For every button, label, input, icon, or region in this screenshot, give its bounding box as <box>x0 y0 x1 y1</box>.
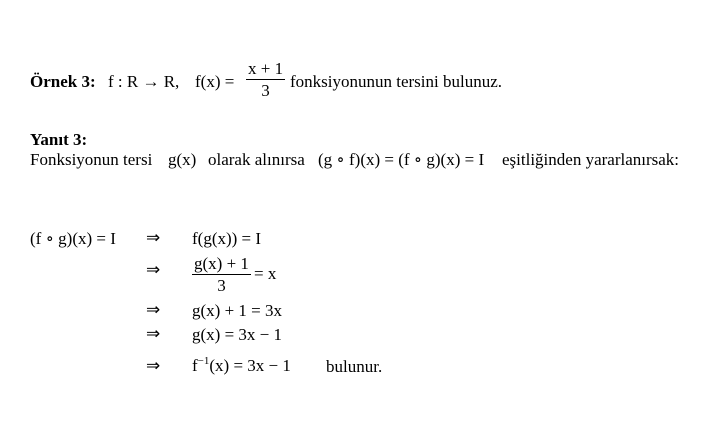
function-numerator: x + 1 <box>248 59 284 78</box>
function-denominator: 3 <box>261 81 270 100</box>
implies-arrow-4: ⇒ <box>146 324 161 344</box>
answer-intro-text1: Fonksiyonun tersi <box>30 150 153 169</box>
step2-fraction <box>192 255 251 294</box>
function-lhs: f(x) = <box>195 72 235 91</box>
answer-label: Yanıt 3: <box>30 130 88 149</box>
implies-arrow-5: ⇒ <box>146 356 161 376</box>
implies-arrow-1: ⇒ <box>146 228 161 248</box>
answer-intro-text2: olarak alınırsa <box>208 150 305 169</box>
derivation-step5 <box>192 356 291 374</box>
example-label: Örnek 3: <box>30 72 96 91</box>
implies-arrow-3: ⇒ <box>146 300 161 320</box>
derivation-step3: g(x) + 1 = 3x <box>192 301 282 320</box>
function-fraction <box>246 60 285 99</box>
step5-inverse-sup: −1 <box>197 355 210 367</box>
derivation-step1: f(g(x)) = I <box>192 229 262 248</box>
step2-denominator: 3 <box>217 276 226 295</box>
step2-numerator: g(x) + 1 <box>194 254 249 273</box>
mapping-text: f : R → R, <box>108 72 180 91</box>
answer-intro-text3: eşitliğinden yararlanırsak: <box>502 150 680 169</box>
answer-intro-gx: g(x) <box>168 150 197 169</box>
derivation-start: (f ∘ g)(x) = I <box>30 229 116 248</box>
example-prompt: fonksiyonunun tersini bulunuz. <box>290 72 503 91</box>
derivation-conclusion: bulunur. <box>326 357 383 376</box>
step5-function: f <box>192 356 198 375</box>
derivation-step4: g(x) = 3x − 1 <box>192 325 282 344</box>
answer-intro-identity: (g ∘ f)(x) = (f ∘ g)(x) = I <box>318 150 485 169</box>
step5-rest: (x) = 3x − 1 <box>209 356 291 375</box>
implies-arrow-2: ⇒ <box>146 260 161 280</box>
step2-rhs: = x <box>254 264 277 283</box>
